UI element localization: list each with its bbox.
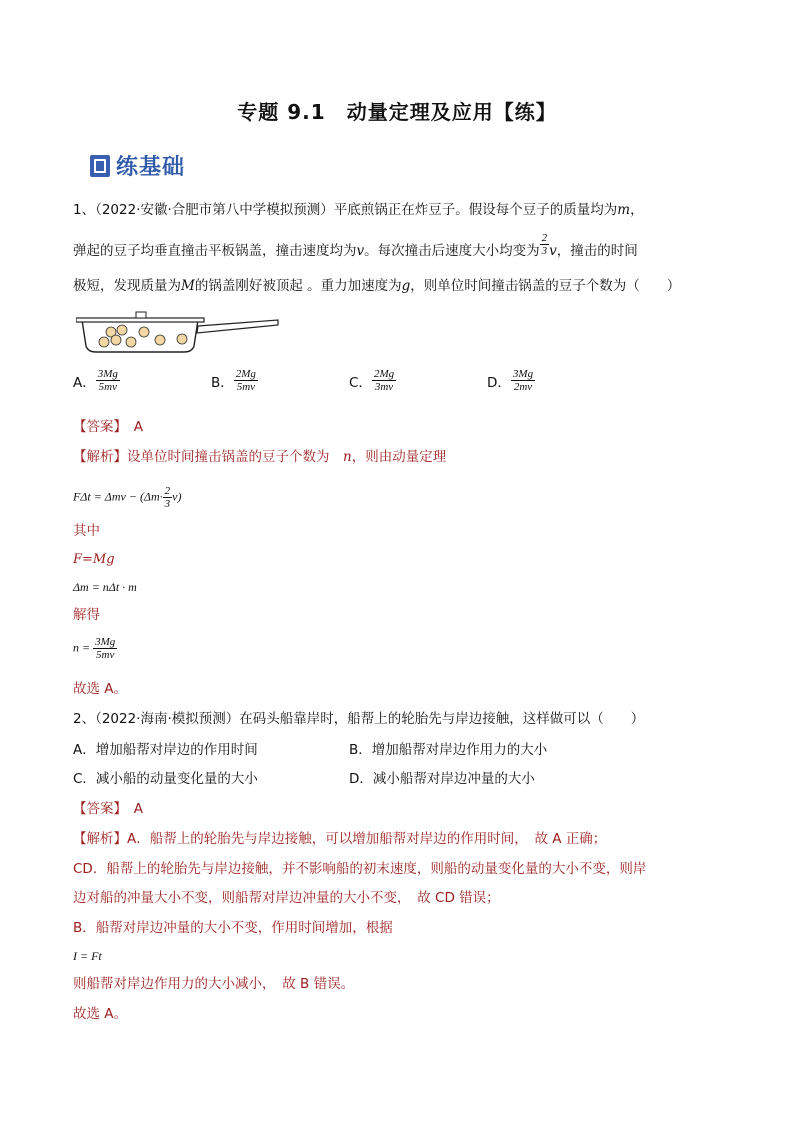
q1-among: 其中 — [73, 523, 100, 539]
q1-solve: 解得 — [73, 607, 100, 623]
bean — [99, 337, 109, 347]
fraction-two-thirds: $\frac{2}{3}$ — [541, 231, 548, 257]
q2-analysis-b-2: 则船帮对岸边作用力的大小减小， 故 B 错误。 — [73, 976, 355, 992]
section-header — [90, 150, 185, 181]
bean — [126, 337, 136, 347]
bean — [139, 327, 149, 337]
q1-equation-4: n = $\frac{3Mg}{5mv}$ — [73, 636, 116, 661]
q2-analysis-cd-1: CD．船帮上的轮胎先与岸边接触，并不影响船的初末速度，则船的动量变化量的大小不变，则岸 — [73, 861, 647, 877]
bean — [155, 335, 165, 345]
q2-option-b[interactable]: B．增加船帮对岸边作用力的大小 — [349, 742, 548, 758]
q1-equation-1: FΔt = Δmv − (Δm· $\frac{2}{3}$ v) — [73, 485, 182, 510]
q1-analysis: 【解析】设单位时间撞击锅盖的豆子个数为 n，则由动量定理 — [73, 449, 447, 465]
q2-option-c[interactable]: C．减小船的动量变化量的大小 — [73, 771, 258, 787]
q2-option-a[interactable]: A．增加船帮对岸边的作用时间 — [73, 742, 258, 758]
q2-option-d[interactable]: D．减小船帮对岸边冲量的大小 — [349, 771, 535, 787]
bean — [177, 334, 187, 344]
q2-stem: 2、（2022·海南·模拟预测）在码头船靠岸时，船帮上的轮胎先与岸边接触，这样做可以（ ） — [73, 711, 645, 727]
q1-line3: 极短，发现质量为M的锅盖刚好被顶起 。重力加速度为g，则单位时间撞击锅盖的豆子个数为（ ） — [73, 278, 681, 294]
q2-conclusion: 故选 A。 — [73, 1006, 128, 1022]
q2-equation: I = Ft — [73, 949, 102, 963]
q2-analysis-cd-2: 边对船的冲量大小不变，则船帮对岸边冲量的大小不变， 故 CD 错误； — [73, 890, 500, 906]
q1-option-a[interactable]: A． $\frac{3Mg}{5mv}$ — [73, 368, 118, 393]
section-title: 练基础 — [116, 155, 186, 180]
bean — [111, 335, 121, 345]
frying-pan-figure — [76, 306, 282, 358]
q1-answer: 【答案】 A — [73, 419, 143, 435]
q1-equation-2: F=Mg — [73, 552, 115, 567]
q2-analysis-a: 【解析】A．船帮上的轮胎先与岸边接触，可以增加船帮对岸边的作用时间， 故 A 正确； — [73, 831, 607, 847]
bean — [117, 325, 127, 335]
lid-knob — [136, 312, 146, 318]
book-icon — [90, 155, 110, 177]
q1-option-c[interactable]: C． $\frac{2Mg}{3mv}$ — [349, 368, 395, 393]
q2-answer: 【答案】 A — [73, 801, 143, 817]
q1-line2: 弹起的豆子均垂直撞击平板锅盖，撞击速度均为v。每次撞击后速度大小均变为 $\frac{2}{3}$ v，撞击的时间 — [73, 231, 638, 259]
page-title: 专题 9.1 动量定理及应用【练】 — [237, 100, 557, 124]
q1-option-b[interactable]: B． $\frac{2Mg}{5mv}$ — [211, 368, 256, 393]
pan-handle — [197, 320, 278, 333]
q1-option-d[interactable]: D． $\frac{3Mg}{2mv}$ — [487, 368, 534, 393]
q1-line1: 1、（2022·安徽·合肥市第八中学模拟预测）平底煎锅正在炸豆子。假设每个豆子的质量均为m， — [73, 202, 644, 218]
q1-conclusion: 故选 A。 — [73, 681, 128, 697]
pan-lid — [76, 318, 204, 322]
q2-analysis-b: B．船帮对岸边冲量的大小不变，作用时间增加，根据 — [73, 920, 393, 936]
q1-equation-3: Δm = nΔt · m — [73, 580, 137, 594]
